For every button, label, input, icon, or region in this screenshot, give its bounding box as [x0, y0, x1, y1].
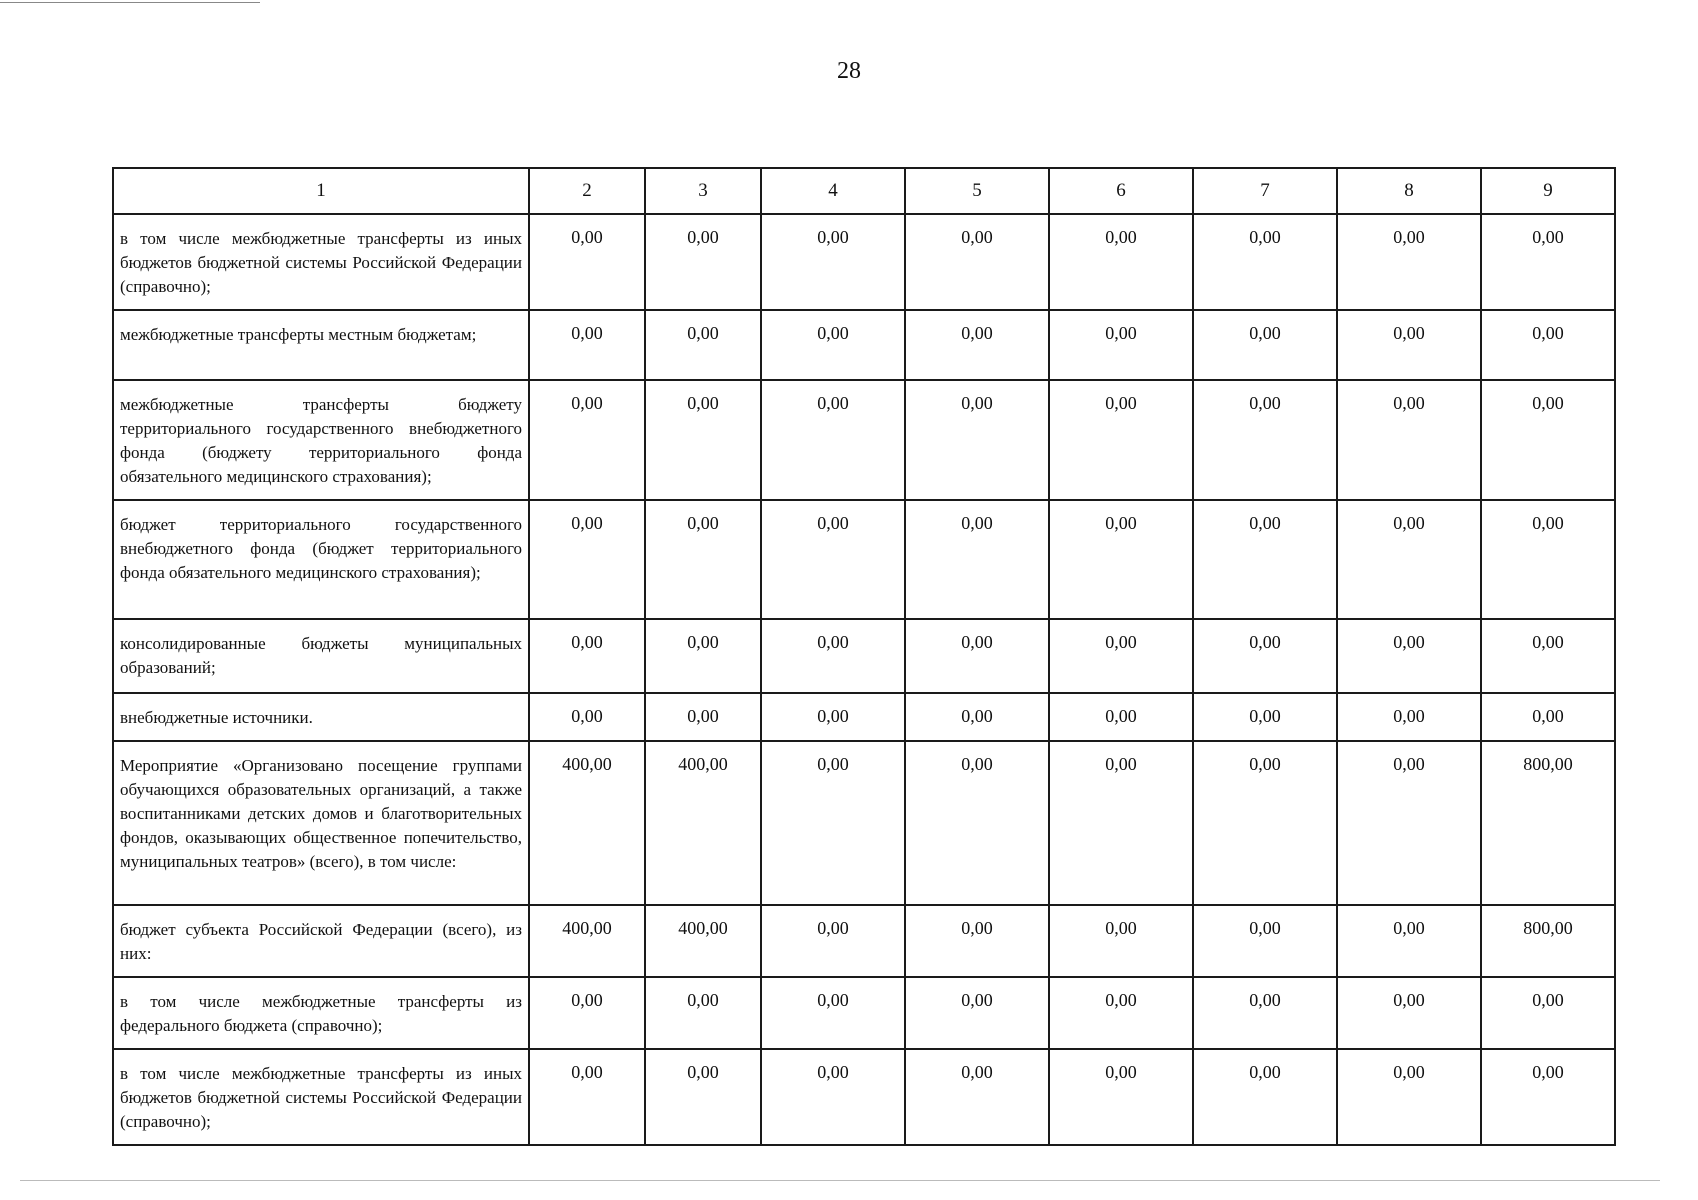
value-cell-col-2: 400,00 — [529, 741, 645, 905]
table-row — [113, 214, 1615, 310]
value-cell-col-4: 0,00 — [761, 619, 905, 693]
value-cell-col-4: 0,00 — [761, 693, 905, 741]
value-cell-col-8: 0,00 — [1337, 619, 1481, 693]
value-cell-col-7: 0,00 — [1193, 905, 1337, 977]
value-cell-col-3: 400,00 — [645, 741, 761, 905]
value-cell-col-7: 0,00 — [1193, 214, 1337, 310]
table-row — [113, 1049, 1615, 1145]
table-row — [113, 619, 1615, 693]
value-cell-col-8: 0,00 — [1337, 905, 1481, 977]
value-cell-col-9: 0,00 — [1481, 693, 1615, 741]
column-header-6: 6 — [1049, 168, 1193, 214]
value-cell-col-7: 0,00 — [1193, 380, 1337, 500]
value-cell-col-9: 800,00 — [1481, 905, 1615, 977]
value-cell-col-7: 0,00 — [1193, 310, 1337, 380]
value-cell-col-4: 0,00 — [761, 310, 905, 380]
value-cell-col-9: 0,00 — [1481, 619, 1615, 693]
value-cell-col-9: 0,00 — [1481, 1049, 1615, 1145]
value-cell-col-4: 0,00 — [761, 500, 905, 619]
row-label: в том числе межбюджетные трансферты из иных бюджетов бюджетной системы Российской Федерации (справочно); — [113, 1049, 529, 1145]
row-label: межбюджетные трансферты бюджету территориального государственного внебюджетного фонда (бюджету территориального фонда обязательного медицинского страхования); — [113, 380, 529, 500]
table-row — [113, 905, 1615, 977]
value-cell-col-5: 0,00 — [905, 1049, 1049, 1145]
column-header-3: 3 — [645, 168, 761, 214]
value-cell-col-4: 0,00 — [761, 905, 905, 977]
value-cell-col-7: 0,00 — [1193, 619, 1337, 693]
value-cell-col-4: 0,00 — [761, 380, 905, 500]
value-cell-col-4: 0,00 — [761, 214, 905, 310]
column-header-4: 4 — [761, 168, 905, 214]
value-cell-col-7: 0,00 — [1193, 977, 1337, 1049]
table-row — [113, 310, 1615, 380]
value-cell-col-6: 0,00 — [1049, 380, 1193, 500]
value-cell-col-8: 0,00 — [1337, 1049, 1481, 1145]
value-cell-col-3: 0,00 — [645, 977, 761, 1049]
value-cell-col-8: 0,00 — [1337, 214, 1481, 310]
value-cell-col-6: 0,00 — [1049, 310, 1193, 380]
value-cell-col-8: 0,00 — [1337, 977, 1481, 1049]
value-cell-col-4: 0,00 — [761, 977, 905, 1049]
table-body — [113, 168, 1615, 1145]
value-cell-col-5: 0,00 — [905, 380, 1049, 500]
value-cell-col-5: 0,00 — [905, 741, 1049, 905]
column-header-2: 2 — [529, 168, 645, 214]
value-cell-col-5: 0,00 — [905, 977, 1049, 1049]
table-row — [113, 741, 1615, 905]
value-cell-col-5: 0,00 — [905, 693, 1049, 741]
column-header-9: 9 — [1481, 168, 1615, 214]
table-row — [113, 977, 1615, 1049]
value-cell-col-6: 0,00 — [1049, 619, 1193, 693]
value-cell-col-9: 0,00 — [1481, 214, 1615, 310]
page-number: 28 — [837, 58, 861, 84]
value-cell-col-3: 0,00 — [645, 310, 761, 380]
value-cell-col-2: 0,00 — [529, 693, 645, 741]
column-header-5: 5 — [905, 168, 1049, 214]
value-cell-col-2: 400,00 — [529, 905, 645, 977]
value-cell-col-5: 0,00 — [905, 619, 1049, 693]
column-header-8: 8 — [1337, 168, 1481, 214]
value-cell-col-6: 0,00 — [1049, 977, 1193, 1049]
value-cell-col-7: 0,00 — [1193, 500, 1337, 619]
value-cell-col-5: 0,00 — [905, 214, 1049, 310]
row-label: в том числе межбюджетные трансферты из федерального бюджета (справочно); — [113, 977, 529, 1049]
row-label: бюджет субъекта Российской Федерации (всего), из них: — [113, 905, 529, 977]
value-cell-col-9: 800,00 — [1481, 741, 1615, 905]
value-cell-col-7: 0,00 — [1193, 741, 1337, 905]
row-label: межбюджетные трансферты местным бюджетам; — [113, 310, 529, 380]
value-cell-col-3: 0,00 — [645, 500, 761, 619]
value-cell-col-3: 0,00 — [645, 214, 761, 310]
value-cell-col-2: 0,00 — [529, 500, 645, 619]
value-cell-col-5: 0,00 — [905, 905, 1049, 977]
value-cell-col-6: 0,00 — [1049, 214, 1193, 310]
value-cell-col-2: 0,00 — [529, 380, 645, 500]
value-cell-col-8: 0,00 — [1337, 693, 1481, 741]
value-cell-col-7: 0,00 — [1193, 693, 1337, 741]
value-cell-col-5: 0,00 — [905, 310, 1049, 380]
value-cell-col-6: 0,00 — [1049, 1049, 1193, 1145]
value-cell-col-7: 0,00 — [1193, 1049, 1337, 1145]
value-cell-col-8: 0,00 — [1337, 500, 1481, 619]
value-cell-col-9: 0,00 — [1481, 500, 1615, 619]
row-label: внебюджетные источники. — [113, 693, 529, 741]
value-cell-col-2: 0,00 — [529, 1049, 645, 1145]
value-cell-col-3: 0,00 — [645, 1049, 761, 1145]
value-cell-col-4: 0,00 — [761, 1049, 905, 1145]
table-row — [113, 693, 1615, 741]
budget-table — [112, 167, 1616, 1146]
scan-artifact-top — [0, 2, 260, 3]
row-label: бюджет территориального государственного внебюджетного фонда (бюджет территориального фонда обязательного медицинского страхования); — [113, 500, 529, 619]
value-cell-col-9: 0,00 — [1481, 380, 1615, 500]
scan-artifact-bottom — [20, 1180, 1660, 1181]
value-cell-col-8: 0,00 — [1337, 380, 1481, 500]
value-cell-col-8: 0,00 — [1337, 310, 1481, 380]
value-cell-col-9: 0,00 — [1481, 977, 1615, 1049]
value-cell-col-9: 0,00 — [1481, 310, 1615, 380]
value-cell-col-6: 0,00 — [1049, 741, 1193, 905]
value-cell-col-2: 0,00 — [529, 619, 645, 693]
value-cell-col-3: 0,00 — [645, 693, 761, 741]
row-label: консолидированные бюджеты муниципальных образований; — [113, 619, 529, 693]
value-cell-col-3: 400,00 — [645, 905, 761, 977]
value-cell-col-2: 0,00 — [529, 214, 645, 310]
value-cell-col-2: 0,00 — [529, 977, 645, 1049]
value-cell-col-4: 0,00 — [761, 741, 905, 905]
table-row — [113, 500, 1615, 619]
value-cell-col-3: 0,00 — [645, 380, 761, 500]
value-cell-col-6: 0,00 — [1049, 905, 1193, 977]
column-header-7: 7 — [1193, 168, 1337, 214]
value-cell-col-2: 0,00 — [529, 310, 645, 380]
value-cell-col-6: 0,00 — [1049, 693, 1193, 741]
column-header-1: 1 — [113, 168, 529, 214]
value-cell-col-5: 0,00 — [905, 500, 1049, 619]
value-cell-col-6: 0,00 — [1049, 500, 1193, 619]
value-cell-col-8: 0,00 — [1337, 741, 1481, 905]
header-row — [113, 168, 1615, 214]
row-label: Мероприятие «Организовано посещение группами обучающихся образовательных организаций, а также воспитанниками детских домов и благотворительных фондов, оказывающих общественное попечительство, муниципальных театров» (всего), в том числе: — [113, 741, 529, 905]
value-cell-col-3: 0,00 — [645, 619, 761, 693]
table-row — [113, 380, 1615, 500]
row-label: в том числе межбюджетные трансферты из иных бюджетов бюджетной системы Российской Федерации (справочно); — [113, 214, 529, 310]
